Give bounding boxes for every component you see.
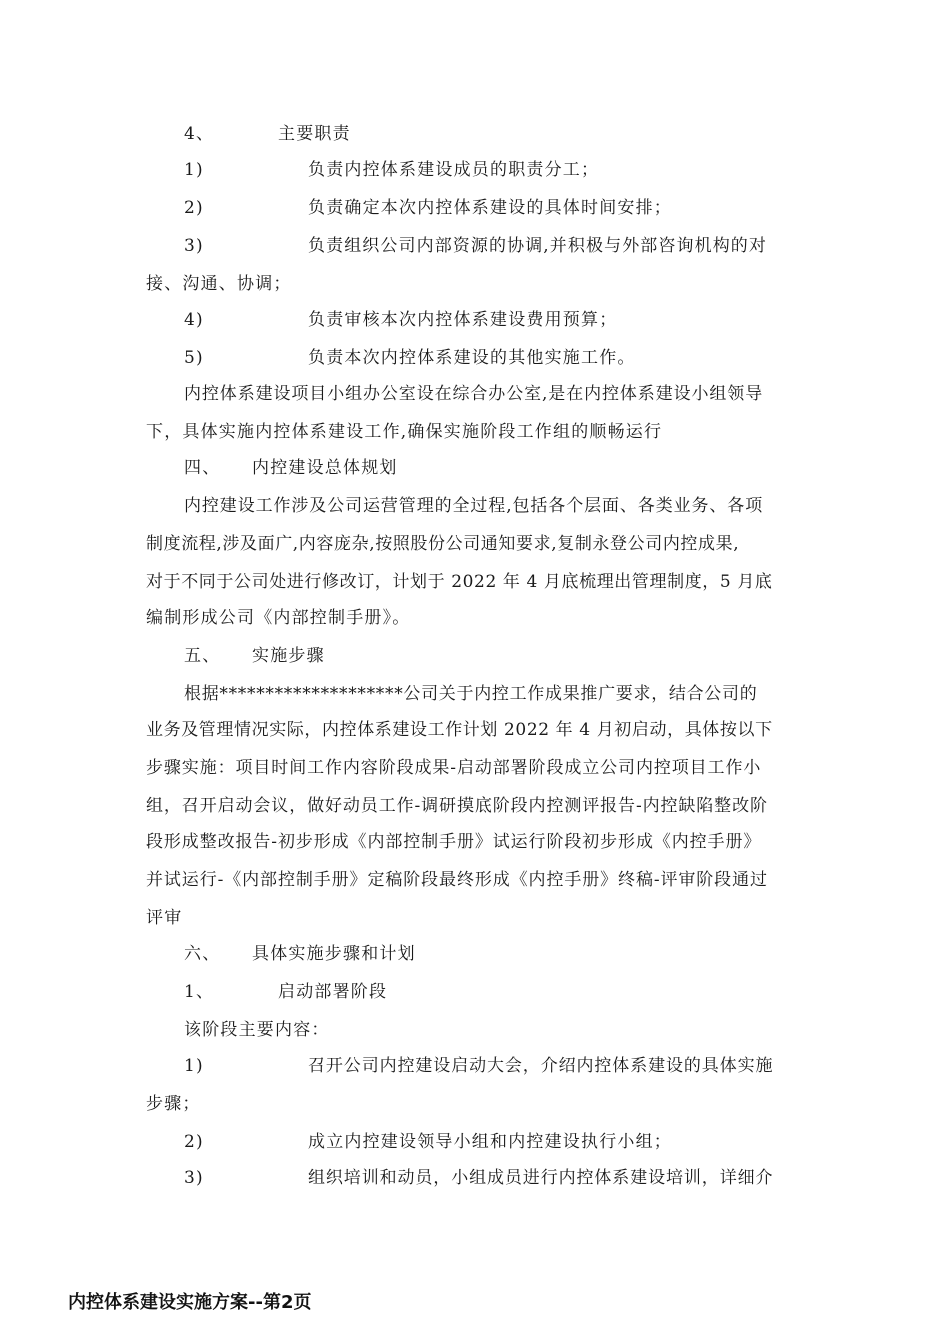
paragraph-line: 内控建设工作涉及公司运营管理的全过程,包括各个层面、各类业务、各项 [184,496,764,516]
subsection-heading: 启动部署阶段 [278,982,388,1002]
paragraph-line: 制度流程,涉及面广,内容庞杂,按照股份公司通知要求,复制永登公司内控成果, [146,534,740,554]
list-item-text: 负责确定本次内控体系建设的具体时间安排； [308,198,672,218]
section-heading: 具体实施步骤和计划 [252,944,416,964]
list-item-text: 负责本次内控体系建设的其他实施工作。 [308,348,636,368]
paragraph-line: 并试运行-《内部控制手册》定稿阶段最终形成《内控手册》终稿-评审阶段通过 [146,870,768,890]
page-footer: 内控体系建设实施方案--第2页 [68,1292,312,1313]
list-number: 3) [184,236,204,256]
paragraph-line: 对于不同于公司处进行修改订，计划于 2022 年 4 月底梳理出管理制度，5 月底 [146,572,773,592]
subsection-number: 1、 [184,982,215,1002]
list-number: 2) [184,1132,204,1152]
paragraph-line: 编制形成公司《内部控制手册》。 [146,608,411,628]
paragraph-line: 段形成整改报告-初步形成《内部控制手册》试运行阶段初步形成《内控手册》 [146,832,762,852]
list-number: 2) [184,198,204,218]
paragraph-line: 业务及管理情况实际，内控体系建设工作计划 2022 年 4 月初启动，具体按以下 [146,720,773,740]
list-item-text-continued: 步骤； [146,1094,201,1114]
paragraph-line: 内控体系建设项目小组办公室设在综合办公室,是在内控体系建设小组领导 [184,384,764,404]
list-item-text: 组织培训和动员，小组成员进行内控体系建设培训，详细介 [308,1168,774,1188]
list-item-text: 召开公司内控建设启动大会，介绍内控体系建设的具体实施 [308,1056,774,1076]
list-number: 5) [184,348,204,368]
section-number: 4、 [184,124,215,144]
section-heading: 主要职责 [278,124,351,144]
paragraph-line: 评审 [146,908,183,928]
list-item-text: 负责组织公司内部资源的协调,并积极与外部咨询机构的对 [308,236,768,256]
list-item-text-continued: 接、沟通、协调； [146,274,292,294]
paragraph-line: 该阶段主要内容： [184,1020,330,1040]
section-heading: 实施步骤 [252,646,325,666]
section-number: 六、 [184,944,221,964]
list-item-text: 负责审核本次内控体系建设费用预算； [308,310,618,330]
list-number: 4) [184,310,204,330]
list-item-text: 负责内控体系建设成员的职责分工； [308,160,600,180]
paragraph-line: 下，具体实施内控体系建设工作,确保实施阶段工作组的顺畅运行 [146,422,663,442]
list-number: 1) [184,1056,204,1076]
paragraph-line: 根据********************公司关于内控工作成果推广要求，结合公司的 [184,684,758,704]
paragraph-line: 组，召开启动会议，做好动员工作-调研摸底阶段内控测评报告-内控缺陷整改阶 [146,796,768,816]
list-number: 1) [184,160,204,180]
section-number: 五、 [184,646,221,666]
section-number: 四、 [184,458,221,478]
paragraph-line: 步骤实施：项目时间工作内容阶段成果-启动部署阶段成立公司内控项目工作小 [146,758,762,778]
list-item-text: 成立内控建设领导小组和内控建设执行小组； [308,1132,672,1152]
section-heading: 内控建设总体规划 [252,458,398,478]
list-number: 3) [184,1168,204,1188]
